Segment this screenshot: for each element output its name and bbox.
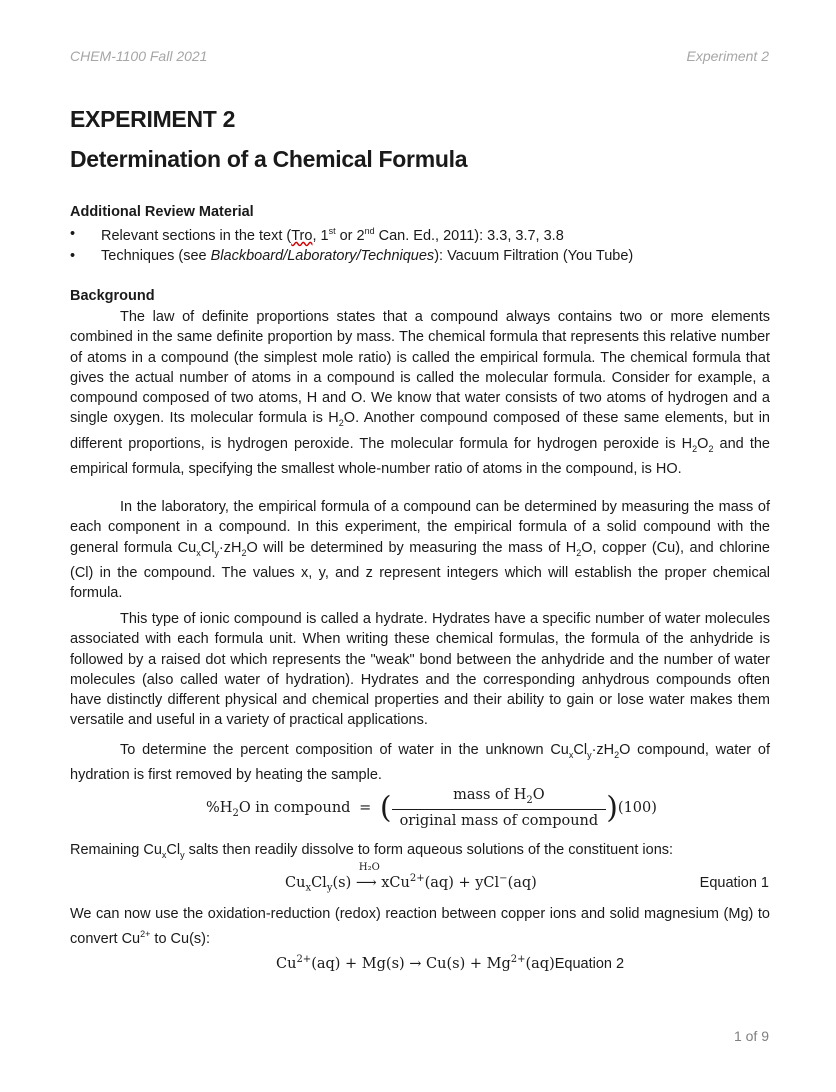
- background-paragraph-3: This type of ionic compound is called a hydrate. Hydrates have a specific number of water molecules associated with each formula unit. When writing these chemical formulas, the formula of the anhydride is followed by a raised dot which represents the "weak" bond between the anhydride and the number of water molecules (also called water of hydration). Hydrates and the corresponding anhydrous compounds often have distinctly different physical and chemical properties and their ability to gain or lose water makes them versatile and useful in a variety of practical applications.: [70, 611, 770, 729]
- water-percent-equation: $\%H_2O$ in compound = ( $\frac{mass of H_2O}{\text{original mass of compound}}$ )(100): [206, 787, 657, 829]
- equation-2: $Cu^{2+}(aq) + Mg(s) \to Cu(s)$ + $Mg^{2+}(aq)Equation$ 2: [276, 954, 625, 972]
- equation-1-label: Equation 1: [699, 875, 769, 891]
- equation-2-label: Equation 2: [554, 955, 625, 972]
- review-heading: Additional Review Material: [70, 204, 254, 220]
- tro-word: Tro: [291, 227, 313, 244]
- background-heading: Background: [70, 288, 155, 304]
- background-paragraph-2: In the laboratory, the empirical formula of a compound can be determined by measuring the mass of each component in a compound. In this experiment, the empirical formula of a solid compound with the general formula $Cu_xCl_y\cdot zH_2O$ will be determined by measuring the mass of $H_2O$, copper (Cu), and chlorine (Cl) in the compound. The values x, y, and z represent integers which will establish the proper chemical formula.: [70, 499, 770, 602]
- page-title: EXPERIMENT 2: [70, 106, 236, 132]
- background-paragraph-6: We can now use the oxidation-reduction (redox) reaction between copper ions and solid magnesium (Mg) to convert $Cu^{2+}$ to Cu(s):: [70, 906, 770, 948]
- background-paragraph-5: Remaining $Cu_xCl_y$ salts then readily dissolve to form aqueous solutions of the constituent ions:: [70, 842, 674, 860]
- background-paragraph-1: The law of definite proportions states that a compound always contains two or more elements combined in the same definite proportion by mass. The chemical formula that represents this relative number of atoms in a compound (the simplest mole ratio) is called the empirical formula. The chemical formula that gives the actual number of atoms in a compound is called the molecular formula. Consider for example, a compound composed of two atoms, H and O. We know that water consists of two atoms of hydrogen and a single oxygen. Its molecular formula is $H_2O$. Another compound composed of these same elements, but in different proportions, is hydrogen peroxide. The molecular formula for hydrogen peroxide is $H_2O_2$ and the empirical formula, specifying the smallest whole-number ratio of atoms in the compound, is HO.: [70, 309, 770, 477]
- page-subtitle: Determination of a Chemical Formula: [70, 146, 468, 172]
- background-paragraph-4: To determine the percent composition of water in the unknown $Cu_xCl_y\cdot zH_2O$ compound, water of hydration is first removed by heating the sample.: [70, 742, 770, 784]
- bullet-icon: •: [70, 248, 76, 264]
- blackboard-path: Blackboard/Laboratory/Techniques: [210, 248, 435, 264]
- bullet-icon: •: [70, 226, 76, 242]
- header-course: CHEM-1100 Fall 2021: [70, 48, 208, 64]
- equation-1: $Cu_xCl_y(s)$ H₂O ⟶ xCu$^{2+}$(aq) + yCl−(aq): [285, 861, 537, 894]
- page-number: 1 of 9: [733, 1028, 769, 1044]
- header-experiment: Experiment 2: [686, 48, 769, 64]
